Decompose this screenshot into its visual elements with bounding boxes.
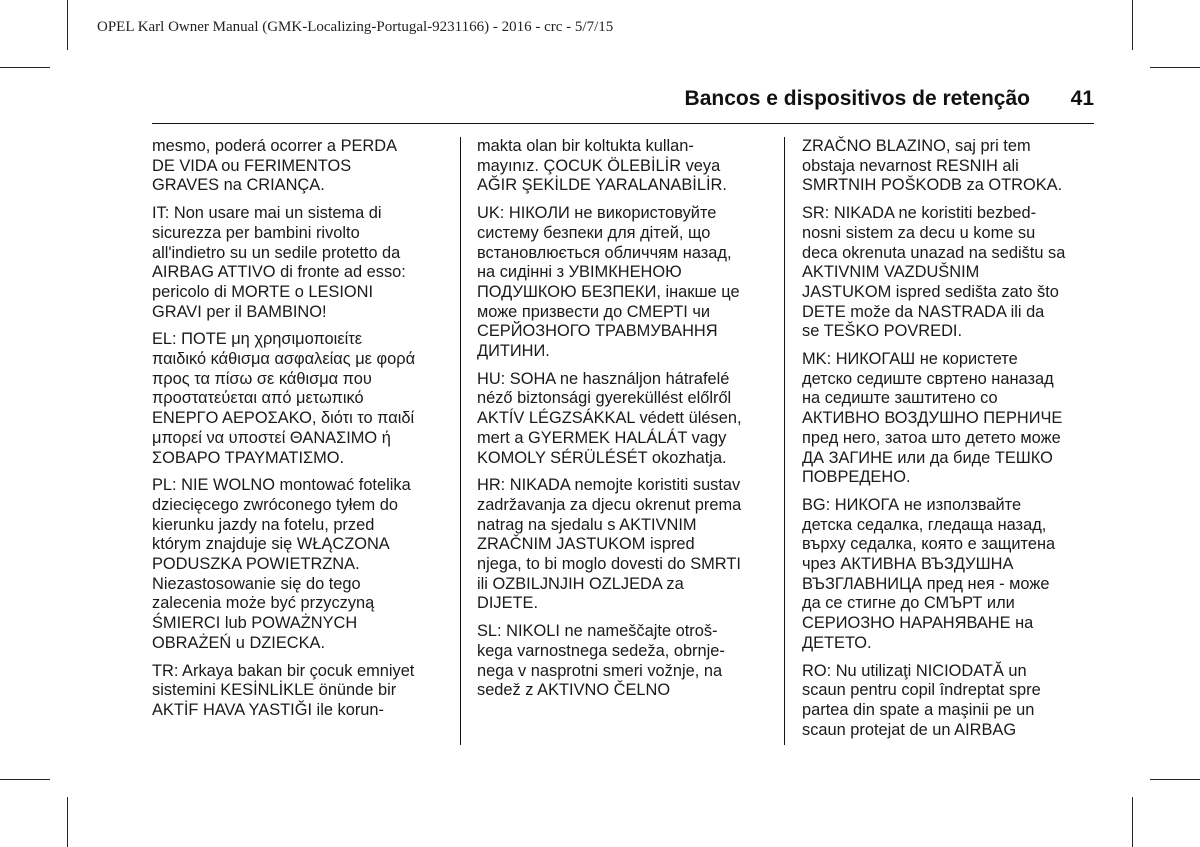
text-column-1: [152, 137, 452, 729]
column-divider-2: [784, 137, 785, 745]
paragraph: EL: ΠΟΤΕ μη χρησιμοποιείτε παιδικό κάθισμα ασφαλείας με φορά προς τα πίσω σε κάθισμα που προστατεύεται από μετωπικό ΕΝΕΡΓΟ ΑΕΡΟΣΑΚΟ, διότι το παιδί μπορεί να υποστεί ΘΑΝΑΣΙΜΟ ή ΣΟΒΑΡΟ ΤΡΑΥΜΑΤΙΣΜΟ.: [152, 330, 416, 467]
document-header: OPEL Karl Owner Manual (GMK-Localizing-Portugal-9231166) - 2016 - crc - 5/7/15: [97, 19, 614, 35]
crop-mark-bottom-left-horizontal: [0, 779, 50, 780]
crop-mark-bottom-right-vertical: [1132, 797, 1133, 847]
paragraph: RO: Nu utilizaţi NICIODATĂ un scaun pentru copil îndreptat spre partea din spate a maşinii pe un scaun protejat de un AIRBAG: [802, 661, 1041, 739]
paragraph: TR: Arkaya bakan bir çocuk emniyet sistemini KESİNLİKLE önünde bir AKTİF HAVA YASTIĞI ile korun-: [152, 661, 415, 719]
paragraph: ZRAČNO BLAZINO, saj pri tem obstaja nevarnost RESNIH ali SMRTNIH POŠKODB za OTROKA.: [802, 137, 1063, 195]
paragraph: IT: Non usare mai un sistema di sicurezza per bambini rivolto all'indietro su un sedile protetto da AIRBAG ATTIVO di fronte ad esso: pericolo di MORTE o LESIONI GRAVI per il BAMBINO!: [152, 204, 406, 321]
paragraph: SR: NIKADA ne koristiti bezbed- nosni sistem za decu u kome su deca okrenuta unazad na sedištu sa AKTIVNIM VAZDUŠNIM JASTUKOM ispred sedišta zato što DETE može da NASTRADA ili da se TEŠKO POVREDI.: [802, 204, 1066, 341]
paragraph: HU: SOHA ne használjon hátrafelé néző biztonsági gyereküllést előlről AKTÍV LÉGZSÁKKAL védett ülésen, mert a GYERMEK HALÁLÁT vagy KOMOLY SÉRÜLÉSÉT okozhatja.: [477, 369, 742, 467]
crop-mark-top-left-horizontal: [0, 67, 50, 68]
text-column-3: [802, 137, 1102, 748]
header-rule: [152, 123, 1094, 124]
paragraph: mesmo, poderá ocorrer a PERDA DE VIDA ou FERIMENTOS GRAVES na CRIANÇA.: [152, 137, 398, 195]
paragraph: HR: NIKADA nemojte koristiti sustav zadržavanja za djecu okrenut prema natrag na sjedalu s AKTIVNIM ZRAČNIM JASTUKOM ispred njega, to bi moglo dovesti do SMRTI ili OZBILJNJIH OZLJEDA za DIJETE.: [477, 476, 742, 613]
paragraph: SL: NIKOLI ne nameščajte otroš- kega varnostnega sedeža, obrnje- nega v nasprotni smeri vožnje, na sedež z AKTIVNO ČELNO: [477, 622, 725, 700]
text-column-2: [477, 137, 777, 709]
crop-mark-top-left-vertical: [67, 0, 68, 50]
section-title: Bancos e dispositivos de retenção: [684, 87, 1030, 110]
crop-mark-top-right-horizontal: [1150, 67, 1200, 68]
paragraph: BG: НИКОГА не използвайте детска седалка, гледаща назад, върху седалка, която е защитена чрез АКТИВНА ВЪЗДУШНА ВЪЗГЛАВНИЦА пред нея - може да се стигне до СМЪРТ или СЕРИОЗНО НАРАНЯВАНЕ на ДЕТЕТО.: [802, 495, 1056, 652]
paragraph: MK: НИКОГАШ не користете детско седиште свртено наназад на седиште заштитено со АКТИВНО ВОЗДУШНО ПЕРНИЧЕ пред него, затоа што детето може ДА ЗАГИНЕ или да биде ТЕШКО ПОВРЕДЕНО.: [802, 350, 1063, 487]
page-number: 41: [1070, 87, 1094, 110]
column-divider-1: [460, 137, 461, 745]
crop-mark-top-right-vertical: [1132, 0, 1133, 50]
paragraph: UK: НІКОЛИ не використовуйте систему безпеки для дітей, що встановлюється обличчям назад, на сидінні з УВІМКНЕНОЮ ПОДУШКОЮ БЕЗПЕКИ, інакше це може призвести до СМЕРТІ чи СЕРЙОЗНОГО ТРАВМУВАННЯ ДИТИНИ.: [477, 204, 740, 361]
crop-mark-bottom-right-horizontal: [1150, 779, 1200, 780]
crop-mark-bottom-left-vertical: [67, 797, 68, 847]
paragraph: PL: NIE WOLNO montować fotelika dziecięcego zwróconego tyłem do kierunku jazdy na fotelu, przed którym znajduje się WŁĄCZONA PODUSZKA POWIETRZNA. Niezastosowanie się do tego zalecenia może być przyczyną ŚMIERCI lub POWAŻNYCH OBRAŻEŃ u DZIECKA.: [152, 476, 411, 652]
paragraph: makta olan bir koltukta kullan- mayınız. ÇOCUK ÖLEBİLİR veya AĞIR ŞEKİLDE YARALANABİLİR.: [477, 137, 727, 195]
